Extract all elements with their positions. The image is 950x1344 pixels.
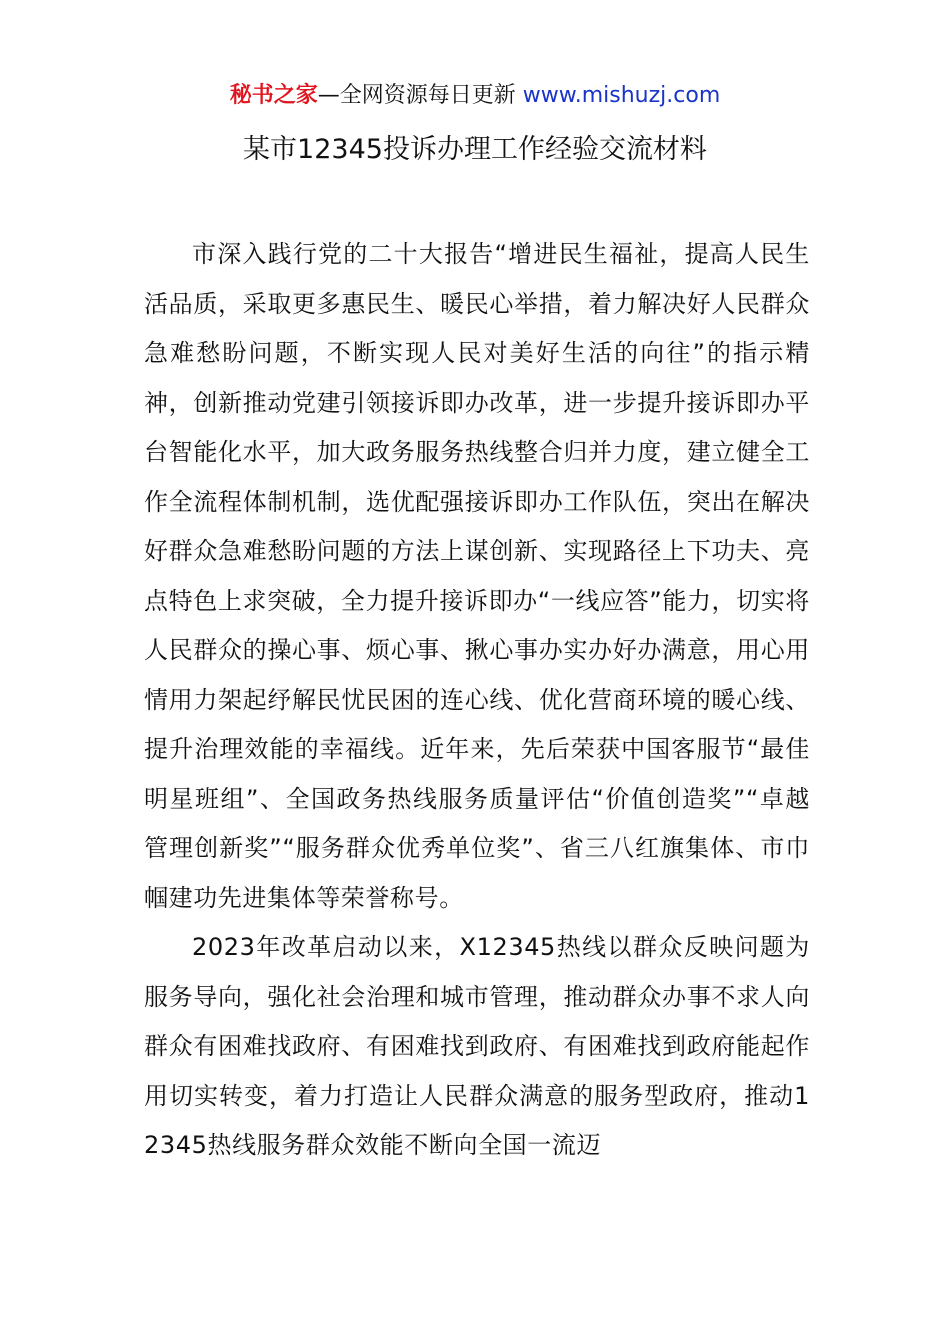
site-brand: 秘书之家 bbox=[229, 83, 318, 108]
paragraph-1: 市深入践行党的二十大报告“增进民生福祉，提高人民生活品质，采取更多惠民生、暖民心举措，着力解决好人民群众急难愁盼问题，不断实现人民对美好生活的向往”的指示精神，创新推动党建引领接诉即办改革，进一步提升接诉即办平台智能化水平，加大政务服务热线整合归并力度，建立健全工作全流程体制机制，选优配强接诉即办工作队伍，突出在解决好群众急难愁盼问题的方法上谋创新、实现路径上下功夫、亮点特色上求突破，全力提升接诉即办“一线应答”能力，切实将人民群众的操心事、烦心事、揪心事办实办好办满意，用心用情用力架起纾解民忧民困的连心线、优化营商环境的暖心线、提升治理效能的幸福线。近年来，先后荣获中国客服节“最佳明星班组”、全国政务热线服务质量评估“价值创造奖”“卓越管理创新奖”“服务群众优秀单位奖”、省三八红旗集体、市巾帼建功先进集体等荣誉称号。 bbox=[144, 240, 810, 912]
site-tagline: —全网资源每日更新 bbox=[317, 83, 516, 108]
document-title: 某市12345投诉办理工作经验交流材料 bbox=[243, 134, 707, 165]
document-body bbox=[144, 230, 810, 1171]
site-banner bbox=[0, 80, 950, 112]
site-url-link[interactable]: www.mishuzj.com bbox=[522, 83, 721, 108]
paragraph-2: 2023年改革启动以来，X12345热线以群众反映问题为服务导向，强化社会治理和城市管理，推动群众办事不求人向群众有困难找政府、有困难找到政府、有困难找到政府能起作用切实转变，着力打造让人民群众满意的服务型政府，推动12345热线服务群众效能不断向全国一流迈 bbox=[144, 933, 810, 1159]
